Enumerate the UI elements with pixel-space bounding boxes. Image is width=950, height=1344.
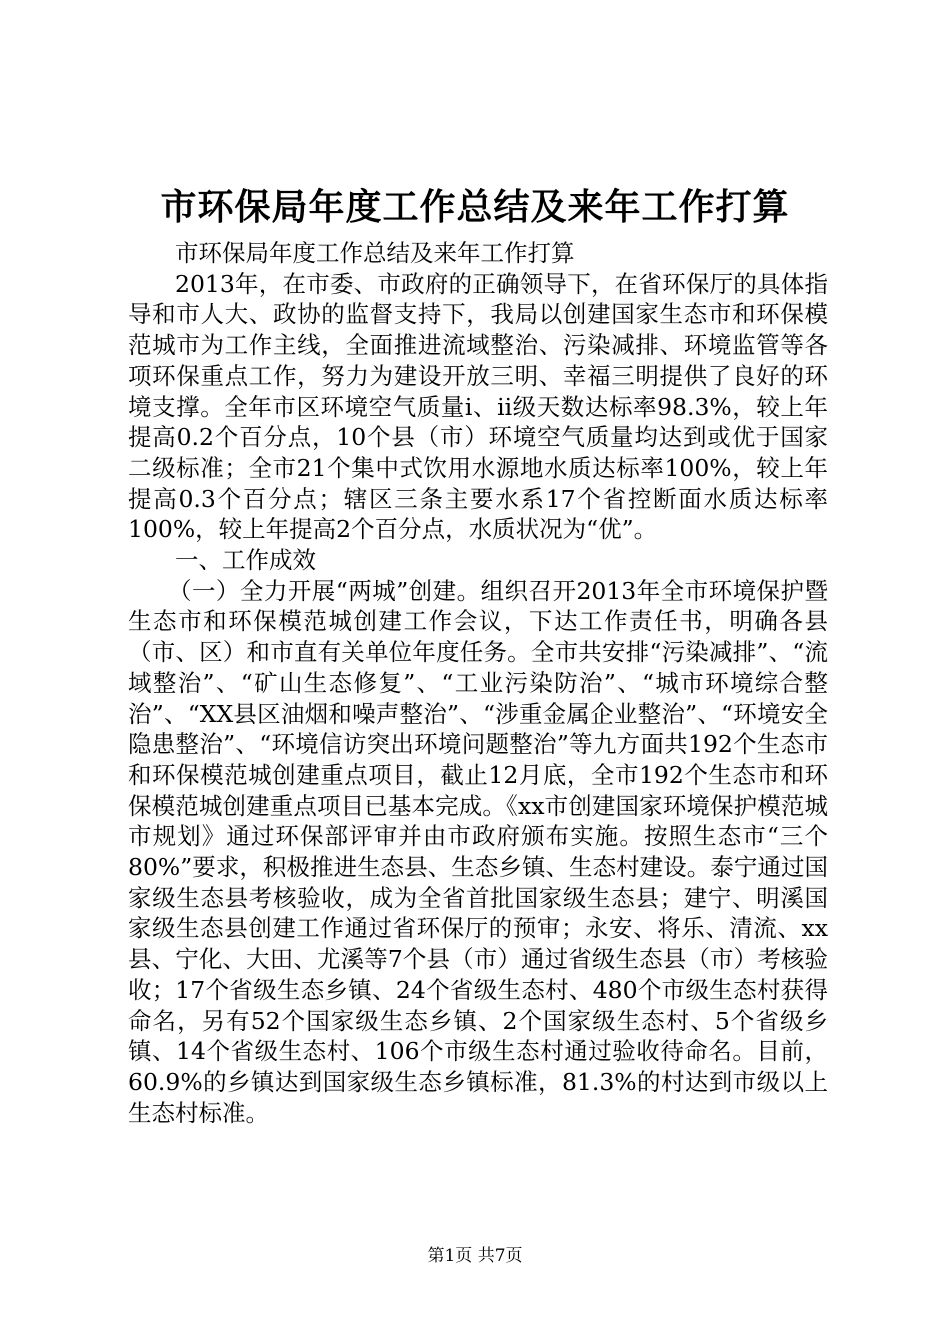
body-paragraph: （一）全力开展“两城”创建。组织召开2013年全市环境保护暨生态市和环保模范城创建工作会议，下达工作责任书，明确各县（市、区）和市直有关单位年度任务。全市共安排“污染减排”、“流域整治”、“矿山生态修复”、“工业污染防治”、“城市环境综合整治”、“XX县区油烟和噪声整治”、“涉重金属企业整治”、“环境安全隐患整治”、“环境信访突出环境问题整治”等九方面共192个生态市和环保模范城创建重点项目，截止12月底，全市192个生态市和环保模范城创建重点项目已基本完成。《xx市创建国家环境保护模范城市规划》通过环保部评审并由市政府颁布实施。按照生态市“三个80%”要求，积极推进生态县、生态乡镇、生态村建设。泰宁通过国家级生态县考核验收，成为全省首批国家级生态县；建宁、明溪国家级生态县创建工作通过省环保厅的预审；永安、将乐、清流、xx县、宁化、大田、尤溪等7个县（市）通过省级生态县（市）考核验收；17个省级生态乡镇、24个省级生态村、480个市级生态村获得命名，另有52个国家级生态乡镇、2个国家级生态村、5个省级乡镇、14个省级生态村、106个市级生态村通过验收待命名。目前，60.9%的乡镇达到国家级生态乡镇标准，81.3%的村达到市级以上生态村标准。 [128,576,828,1127]
document-title: 市环保局年度工作总结及来年工作打算 [160,186,790,228]
subtitle-paragraph: 市环保局年度工作总结及来年工作打算 [175,239,575,267]
document-body [128,238,828,1128]
intro-paragraph: 2013年，在市委、市政府的正确领导下，在省环保厅的具体指导和市人大、政协的监督支持下，我局以创建国家生态市和环保模范城市为工作主线，全面推进流域整治、污染减排、环境监管等各项环保重点工作，努力为建设开放三明、幸福三明提供了良好的环境支撑。全年市区环境空气质量ⅰ、ⅱ级天数达标率98.3%，较上年提高0.2个百分点，10个县（市）环境空气质量均达到或优于国家二级标准；全市21个集中式饮用水源地水质达标率100%，较上年提高0.3个百分点；辖区三条主要水系17个省控断面水质达标率100%，较上年提高2个百分点，水质状况为“优”。 [128,269,828,544]
section-heading: 一、工作成效 [175,546,316,575]
page-number: 第1页 共7页 [427,1246,523,1266]
